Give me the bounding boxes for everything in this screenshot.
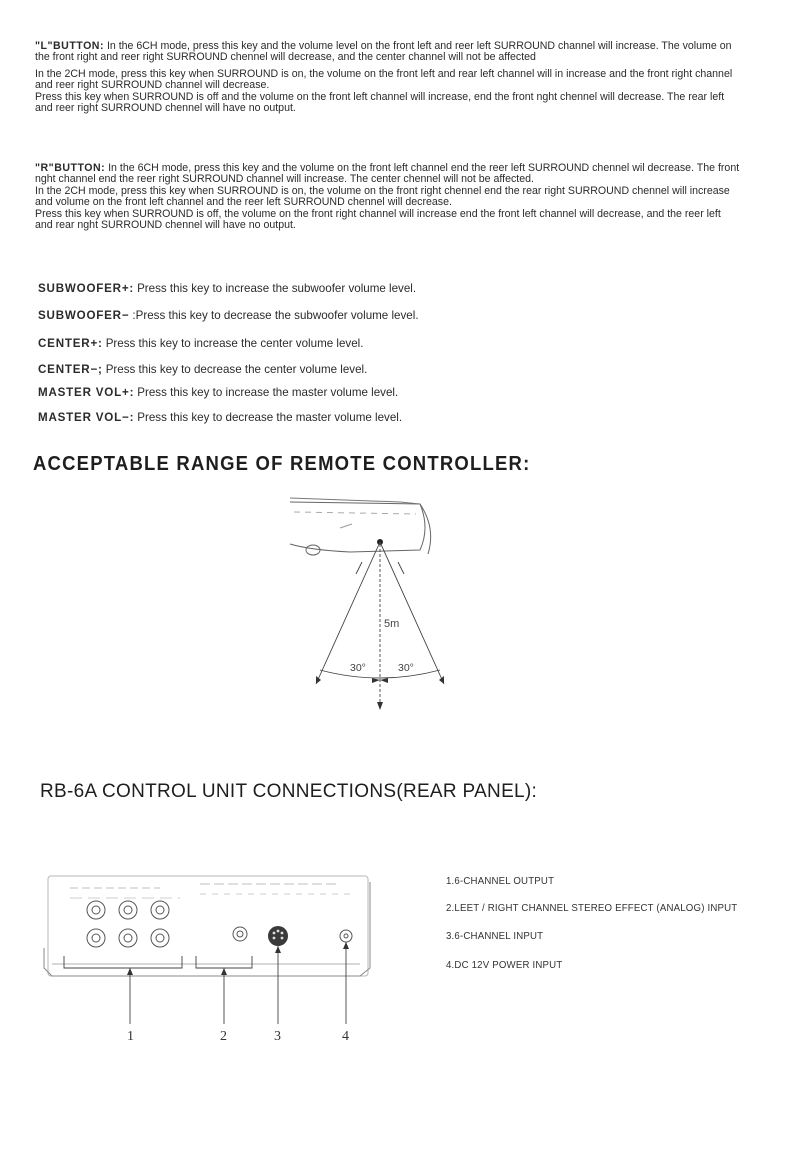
angle-left-label: 30°: [350, 662, 366, 674]
connection-item-1: 1.6-CHANNEL OUTPUT: [446, 875, 555, 887]
callout-lines: [64, 942, 346, 1024]
callout-number-4: 4: [342, 1029, 349, 1044]
r-button-paragraph-2: In the 2CH mode, press this key when SURROUND is on, the volume on the front right chennel end the rear right SURROUND chennel will increase and volume on the front left channel and the reer left SURROUND chennel will decrease.: [35, 184, 730, 209]
rear-panel-diagram: [40, 858, 380, 1048]
distance-label: 5m: [384, 618, 400, 630]
key-label: MASTER VOL−:: [38, 411, 135, 424]
connections-heading: RB-6A CONTROL UNIT CONNECTIONS(REAR PANEL):: [40, 781, 538, 802]
remote-range-diagram: [280, 488, 470, 714]
key-text: Press this key to decrease the master volume level.: [137, 411, 403, 424]
key-label: CENTER+:: [38, 337, 103, 350]
key-line-center-plus: [38, 337, 363, 350]
dc-power-jack: [340, 930, 352, 942]
callout-number-3: 3: [274, 1029, 281, 1044]
r-button-paragraph-1: [35, 163, 741, 186]
key-label: CENTER−;: [38, 363, 103, 376]
connection-item-4: 4.DC 12V POWER INPUT: [446, 959, 563, 971]
connection-item-2: 2.LEET / RIGHT CHANNEL STEREO EFFECT (ANALOG) INPUT: [446, 902, 738, 914]
key-line-subwoofer-minus: [38, 309, 419, 322]
l-button-section: [35, 41, 733, 114]
range-heading: ACCEPTABLE RANGE OF REMOTE CONTROLLER:: [33, 451, 531, 475]
control-unit-drawing: [290, 498, 431, 555]
key-line-master-vol-plus: [38, 386, 398, 399]
l-button-label: "L"BUTTON:: [35, 40, 104, 52]
rca-jacks-6ch-output: [87, 901, 169, 947]
callout-number-1: 1: [127, 1029, 134, 1044]
key-line-master-vol-minus: [38, 411, 402, 424]
key-line-subwoofer-plus: [38, 282, 416, 295]
angle-right-label: 30°: [398, 662, 414, 674]
key-line-center-minus: [38, 363, 367, 376]
l-button-paragraph-2: In the 2CH mode, press this key when SURROUND is on, the volume on the front left and rear left channel will in increase and the front right channel and reer right SURROUND channel will decrease.: [35, 67, 733, 92]
callout-number-2: 2: [220, 1029, 227, 1044]
key-label: SUBWOOFER+:: [38, 282, 135, 295]
connection-item-3: 3.6-CHANNEL INPUT: [446, 930, 544, 942]
key-text: :Press this key to decrease the subwoofer volume level.: [132, 309, 419, 322]
r-button-label: "R"BUTTON:: [35, 162, 106, 174]
key-label: SUBWOOFER−: [38, 309, 130, 322]
six-channel-input-connector: [268, 926, 288, 946]
key-label: MASTER VOL+:: [38, 386, 135, 399]
r-button-section: [35, 163, 741, 231]
key-text: Press this key to increase the subwoofer volume level.: [137, 282, 417, 295]
key-text: Press this key to increase the center volume level.: [105, 337, 364, 350]
analog-input-jack: [233, 927, 247, 941]
l-button-paragraph-3: Press this key when SURROUND is off and the volume on the front left channel will increase, end the front nght chennel will decrease. The rear left and reer right SURROUND chennel will have no output.: [35, 90, 725, 115]
key-text: Press this key to decrease the center volume level.: [105, 363, 368, 376]
rear-panel-body: [44, 876, 370, 976]
range-lines: [316, 542, 444, 708]
r-button-text-1: In the 6CH mode, press this key and the volume on the front left channel end the reer left SURROUND chennel wil decrease. The front nght channel end the reer right SURROUND channel will increase. The center chennel will not be affected.: [35, 162, 740, 186]
key-text: Press this key to increase the master volume level.: [137, 386, 399, 399]
r-button-paragraph-3: Press this key when SURROUND is off, the volume on the front right channel will increase end the front left channel will decrease, and the reer left and rear nght SURROUND chennel will have no output.: [35, 207, 721, 232]
l-button-text-1: In the 6CH mode, press this key and the volume level on the front left and reer left SURROUND channel will increase. The volume on the front right and reer right SURROUND chennel will decrease, and the center channel will not be affected: [35, 40, 732, 64]
l-button-paragraph-1: [35, 41, 733, 64]
